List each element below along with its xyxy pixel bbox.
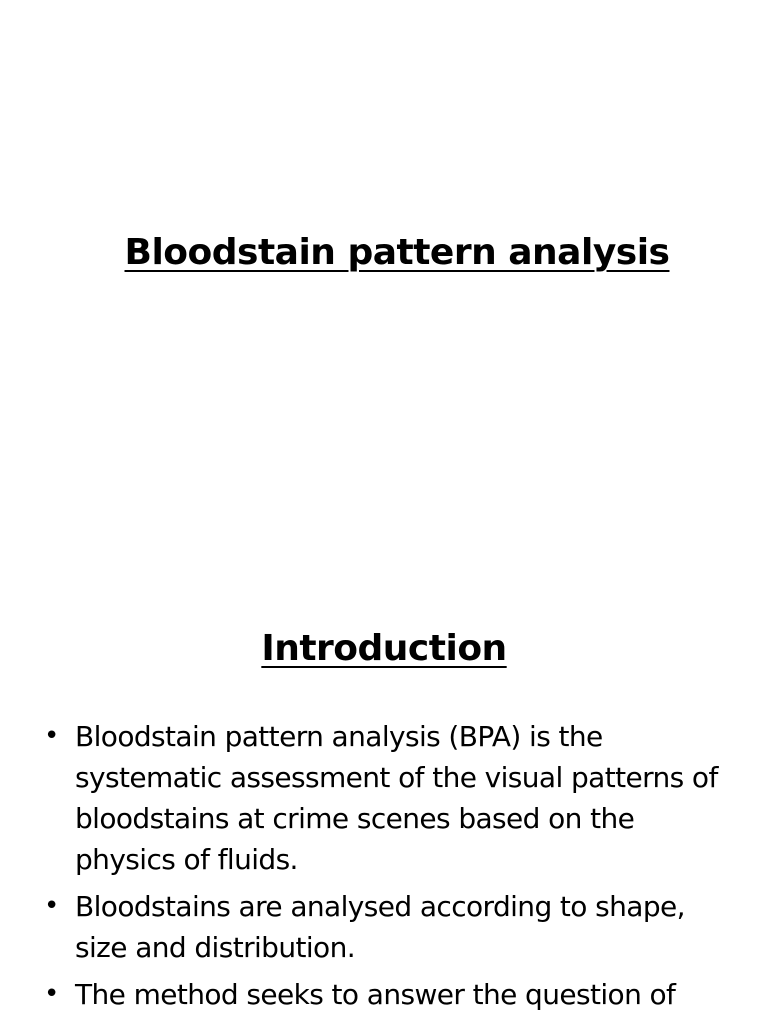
section-heading: Introduction — [261, 628, 507, 669]
bullet-list — [0, 716, 768, 1021]
bullet-icon: • — [44, 891, 59, 921]
bullet-item — [0, 716, 768, 880]
bullet-item — [0, 974, 768, 1015]
bullet-icon: • — [44, 721, 59, 751]
bullet-icon: • — [44, 979, 59, 1009]
bullet-item — [0, 886, 768, 968]
bullet-text: Bloodstains are analysed according to shape, size and distribution. — [75, 890, 685, 964]
bullet-text: Bloodstain pattern analysis (BPA) is the systematic assessment of the visual patterns of bloodstains at crime scenes based on the physics of fluids. — [75, 720, 718, 876]
slide-title: Bloodstain pattern analysis — [124, 232, 670, 273]
bullet-text: The method seeks to answer the question of — [75, 978, 676, 1011]
